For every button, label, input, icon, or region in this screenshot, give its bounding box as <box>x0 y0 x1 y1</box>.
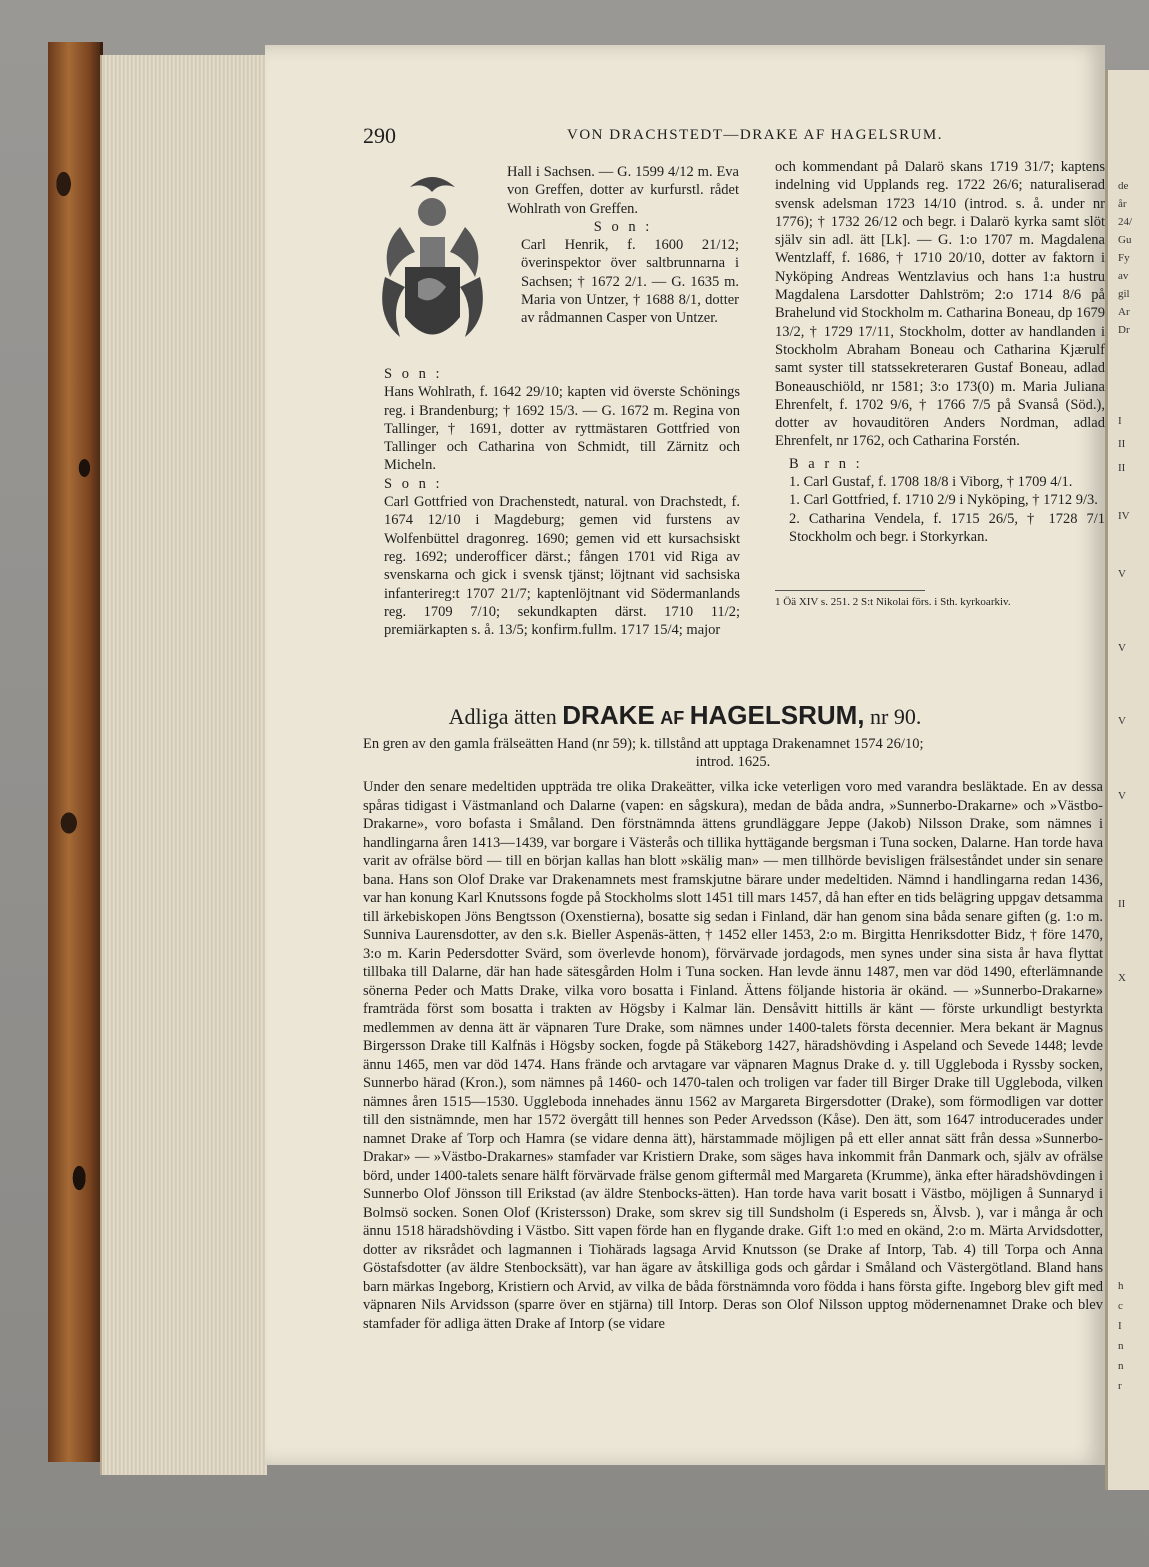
page-number: 290 <box>363 123 396 148</box>
entry-text: Carl Henrik, f. 1600 21/12; överinspektor över saltbrunnarna i Sachsen; † 1672 2/1. — G. 1635 m. Maria von Untzer, † 1688 8/1, dotter av rådmannen Casper von Untzer. <box>521 237 739 327</box>
page-edges <box>100 55 267 1475</box>
book-page <box>265 45 1105 1465</box>
next-page-fragment: V <box>1118 642 1126 654</box>
left-column-top <box>507 163 739 328</box>
entry-text: och kommendant på Dalarö skans 1719 31/7; kaptens indelning vid Upplands reg. 1722 26/6; naturaliserad svensk adelsman 1723 14/10 (introd. s. å. under nr 1776); † 1732 26/12 och begr. i Dalarö kyrka samt slöt själv sin adl. ätt [Lk]. — G. 1:o 1707 m. Magdalena Wentzlaff, f. 1686, † 1710 20/10, dotter av faktorn i Nyköping Andreas Wentzlavius och hans 1:a hustru Magdalena Larsdotter Dahlström; 2:o 1714 8/6 på Brahelund vid Stockholm m. Catharina Boneau, dp 1679 13/2, † 1729 17/11, Stockholm, dotter av handlanden i Stockholm Abraham Boneau och Catharina Kjærulf samt syster till statssekreteraren Gustaf Boneau, adlad Boneauschiöld, nr 1581; 3:o 173(0) m. Maria Juliana Ehrenfelt, f. 1702 9/6, † 1766 7/5 på Svanså (Söd.), dotter av hovauditören Anders Nordman, adlad Ehrenfelt, nr 1762, och Catharina Forstén. <box>775 159 1105 450</box>
right-column <box>775 158 1105 546</box>
footnote-rule <box>775 590 925 591</box>
next-page-fragment: av <box>1118 270 1129 282</box>
next-page-edge <box>1105 70 1149 1490</box>
footnote: 1 Öä XIV s. 251. 2 S:t Nikolai förs. i Sth. kyrkoarkiv. <box>775 596 1011 608</box>
intro-line: introd. 1625. <box>695 754 771 771</box>
heading-prefix: Adliga ätten <box>448 704 557 729</box>
child-entry: 1. Carl Gottfried, f. 1710 2/9 i Nyköping, † 1712 9/3. <box>789 492 1098 509</box>
next-page-fragment: h <box>1118 1280 1124 1292</box>
son-label: S o n : <box>384 366 443 382</box>
entry-text: Carl Gottfried von Drachenstedt, natural. von Drachstedt, f. 1674 12/10 i Magdeburg; gemen vid furstens av Wolfenbüttel dragonreg. 1690; gemen vid ett kursachsiskt reg. 1692; underofficer därst.; fången 1701 vid Riga av svenskarna och gick i svensk tjänst; löjtnant vid sachsiska infanterireg:t 1707 21/7; kaptenlöjtnant vid Södermanlands reg. 1709 7/10; sekundkapten därst. 1710 11/2; premiärkapten s. å. 13/5; konfirm.fullm. 1717 15/4; major <box>384 494 740 639</box>
next-page-fragment: II <box>1118 438 1126 450</box>
next-page-fragment: Ar <box>1118 306 1130 318</box>
next-page-fragment: I <box>1118 1320 1122 1332</box>
next-page-fragment: n <box>1118 1340 1124 1352</box>
heading-place: HAGELSRUM, <box>689 700 865 730</box>
son-label: S o n : <box>384 475 443 492</box>
heading-af: AF <box>660 708 685 728</box>
next-page-fragment: de <box>1118 180 1129 192</box>
next-page-fragment: II <box>1118 462 1126 474</box>
book-cover <box>48 42 103 1462</box>
next-page-fragment: gil <box>1118 288 1130 300</box>
entry-text: Hans Wohlrath, f. 1642 29/10; kapten vid överste Schönings reg. i Brandenburg; † 1692 15/3. — G. 1672 m. Regina von Tallinger, † 1691, dotter av ryttmästaren Gottfried von Tallinger och Catharina von Schmidt, till Zärnitz och Micheln. <box>384 384 740 474</box>
next-page-fragment: r <box>1118 1380 1122 1392</box>
next-page-fragment: V <box>1118 568 1126 580</box>
intro-text <box>363 735 1103 772</box>
body-paragraph: Under den senare medeltiden uppträda tre olika Drakeätter, vilka icke veterligen voro med varandra besläktade. En av dessa spåras tidigast i Västmanland och Dalarne (vapen: en sågskura), medan de båda andra, »Sunnerbo-Drakarne» och »Västbo-Drakarne», voro bofasta i Småland. Den förstnämnda ättens grundläggare Jeppe (Jakob) Nilsson Drake, som nämnes i handlingarna åren 1413—1439, var borgare i Västerås och tillika hyttägande bergsman i Tuna socken, Dalarne. Han torde hava varit av ofrälse börd — till en början kallas han blott »skälig man» — men tillhörde bevisligen frälseståndet under sin senare bana. Hans son Olof Drake var Drakenamnets mest framskjutne bärare under medeltiden. Nämnd i handlingarna redan 1436, var han konung Karl Knutssons fogde på Stockholms slott 1451 till mars 1457, då han efter en tids belägring uppgav detsamma till ärkebiskopen Jöns Bengtsson (Oxenstierna), bosatte sig sedan i Finland, där han genom sina båda senare giften (g. 1:o m. Sunniva Laurensdotter, av den s.k. Bieller Aspenäs-ätten, † 1452 eller 1453, 2:o m. Birgitta Henriksdotter Bidz, † före 1470, 3:o m. Karin Pedersdotter Svärd, som överlevde honom), förvärvade jordagods, men synes under sina sista år hava flyttat tillbaka till Dalarne, där han hade sätesgården Holm i Tuna socken. Han levde ännu 1487, men var död 1490, efterlämnande sönerna Peder och Matts Drake, vilka voro bosatta i Finland. Ättens följande historia är okänd. — »Sunnerbo-Drakarne» framträda först som bosatta i trakten av Högsby i Kalmar län. Densåvitt hittills är känt — förste urkundligt bestyrkta medlemmen av denna ätt är väpnaren Ture Drake, som nämnes under 1400-talets första decennier. Mera bekant är Magnus Birgersson Drake till Kalfnäs i Högsby socken, fogde på Stäkeborg 1427, häradshövding i Aspeland och Sevede 1448; levde ännu 1465, men var död 1474. Hans frände och arvtagare var väpnaren Magnus Drake d. y. till Uggleboda i Ryssby socken, Sunnerbo härad (Kron.), som nämnes på 1460- och 1470-talen och troligen var fader till Birger Drake till Uggleboda, vilken nämnes åren 1515—1530. Uggleboda innehades ännu 1562 av Margareta Birgersdotter (Drake), som förmodligen var dotter till den sistnämnde, men har 1572 övergått till hennes son Peder Arvedsson (Kåse). Den ätt, som 1647 introducerades under namnet Drake af Torp och Hamra (se vidare denna ätt), härstammade möjligen på ett eller annat sätt från dessa »Sunnerbo-Drakar» — »Västbo-Drakarnes» stamfader var Kristiern Drake, som säges hava inkommit från Danmark och, själv av ofrälse börd, under 1400-talets senare hälft förvärvade frälse genom giftermål med Margareta (Krumme), änka efter häradshövdingen i Sunnerbo Olof Jönsson till Erikstad (av äldre Stenbocks-ätten). Han torde hava varit bosatt i Västbo, möjligen å Sunnaryd i Bolmsö socken. Sonen Olof (Kristersson) Drake, som skrev sig till Sundsholm (i Espereds sn, Älvsb. ), var i många år och ännu 1518 häradshövding i Västbo. Sitt vapen förde han en flygande drake. Gift 1:o med en okänd, 2:o m. Märta Arvidsdotter, dotter av riksrådet och lagmannen i Tiohärads lagsaga Arvid Knutsson (se Drake af Intorp, Tab. 4) till Torpa och Anna Göstafsdotter (av äldre Stenbocksätt), var han ägare av åtskilliga gods och gårdar i Småland och Västergötland. Bland hans barn märkas Ingeborg, Kristiern och Arvid, av vilka de båda förstnämnda voro födda i hans första gifte. Ingeborg blev gift med väpnaren Nils Arvidsson (sparre över en stjärna) till Intorp. Deras son Olof Nilsson upptog mödernenamnet Drake och blev stamfader för adliga ätten Drake af Intorp (se vidare <box>363 779 1103 1332</box>
next-page-fragment: V <box>1118 715 1126 727</box>
child-entry: 1. Carl Gustaf, f. 1708 18/8 i Viborg, † 1709 4/1. <box>789 474 1073 491</box>
next-page-fragment: c <box>1118 1300 1123 1312</box>
heading-nr: nr 90. <box>870 704 922 729</box>
section-heading <box>265 700 1105 731</box>
heading-name: DRAKE <box>562 700 655 730</box>
next-page-fragment: 24/ <box>1118 216 1133 228</box>
running-head: VON DRACHSTEDT—DRAKE AF HAGELSRUM. <box>567 127 944 143</box>
next-page-fragment: Gu <box>1118 234 1132 246</box>
next-page-fragment: I <box>1118 415 1122 427</box>
next-page-fragment: Dr <box>1118 324 1130 336</box>
next-page-fragment: n <box>1118 1360 1124 1372</box>
next-page-fragment: II <box>1118 898 1126 910</box>
children-label: B a r n : <box>789 455 863 472</box>
entry-text: Hall i Sachsen. — G. 1599 4/12 m. Eva von Greffen, dotter av kurfurstl. rådet Wohlrath von Greffen. <box>507 164 739 217</box>
next-page-fragment: år <box>1118 198 1127 210</box>
intro-line: En gren av den gamla frälseätten Hand (nr 59); k. tillstånd att upptaga Drakenamnet 1574 26/10; <box>363 736 924 752</box>
next-page-fragment: IV <box>1118 510 1130 522</box>
left-column-bottom <box>370 365 740 639</box>
child-entry: 2. Catharina Vendela, f. 1715 26/5, † 1728 7/1 Stockholm och begr. i Storkyrkan. <box>789 510 1105 545</box>
next-page-fragment: V <box>1118 790 1126 802</box>
next-page-fragment: X <box>1118 972 1126 984</box>
next-page-fragment: Fy <box>1118 252 1130 264</box>
son-label: S o n : <box>593 218 653 235</box>
body-text <box>363 778 1103 1333</box>
coat-of-arms-icon <box>370 167 495 367</box>
